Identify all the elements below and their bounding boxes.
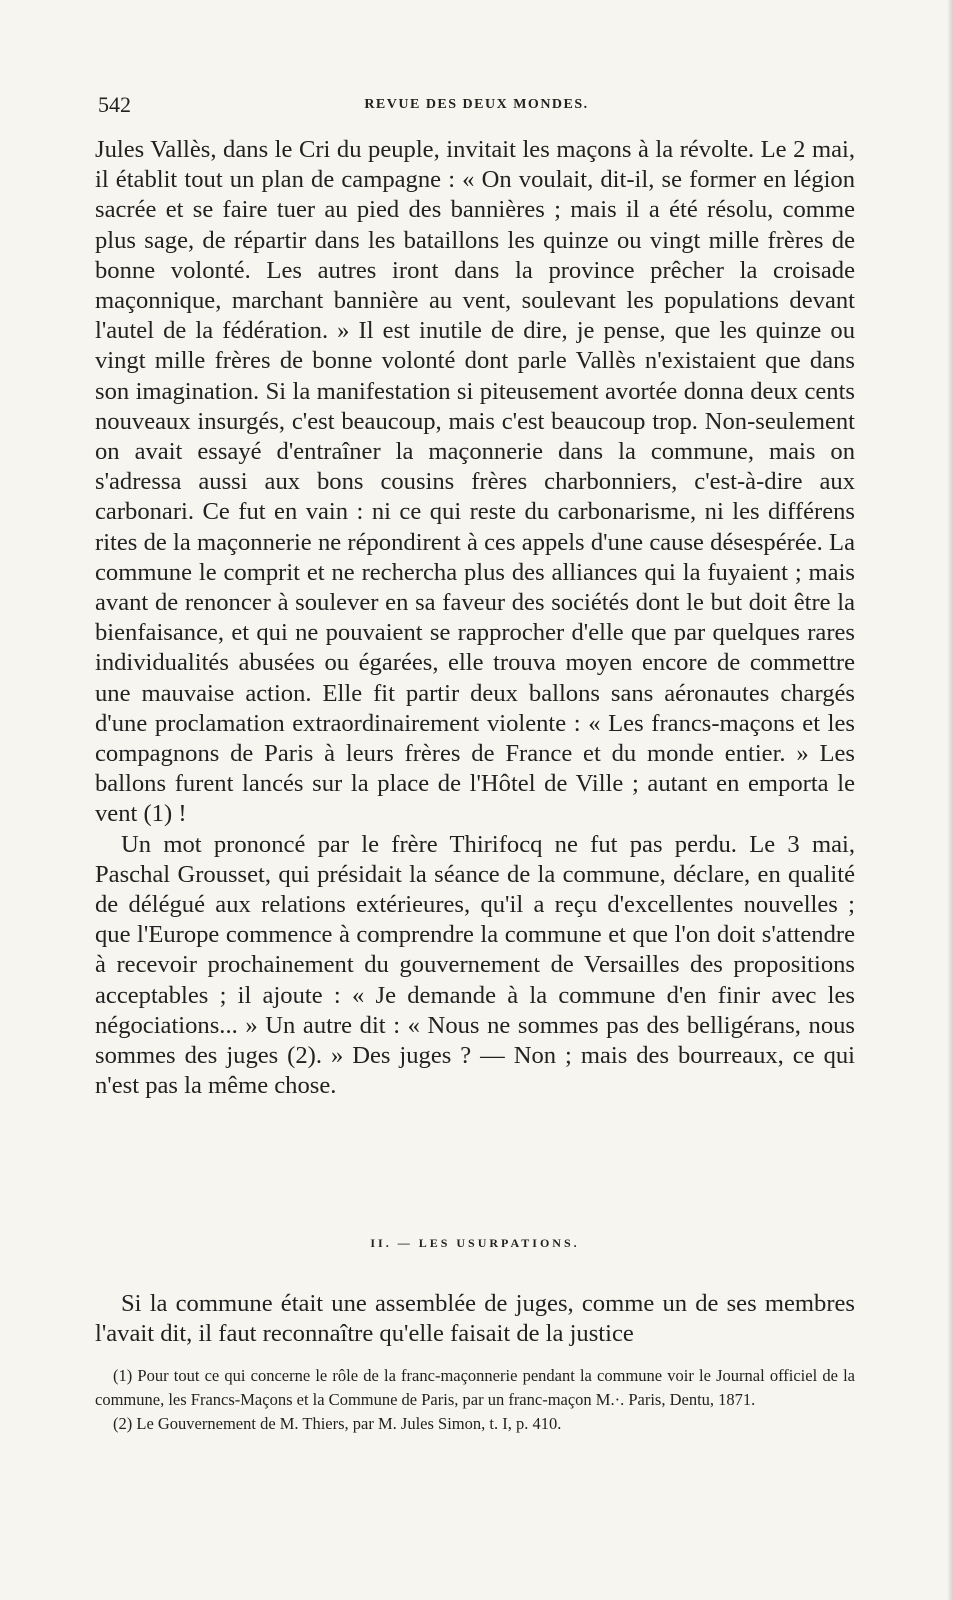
page-number: 542 bbox=[98, 92, 131, 117]
section-text bbox=[95, 1289, 855, 1349]
paragraph: Un mot prononcé par le frère Thirifocq ne fut pas perdu. Le 3 mai, Paschal Grousset, qui présidait la séance de la commune, déclare, en qualité de délégué aux relations extérieures, qu'il a reçu d'excellentes nouvelles ; que l'Europe commence à comprendre la commune et que l'on doit s'attendre à recevoir prochainement du gouvernement de Versailles des propositions acceptables ; il ajoute : « Je demande à la commune d'en finir avec les négociations... » Un autre dit : « Nous ne sommes pas des belligérans, nous sommes des juges (2). » Des juges ? — Non ; mais des bourreaux, ce qui n'est pas la même chose. bbox=[95, 830, 855, 1100]
page-header bbox=[98, 92, 855, 118]
paragraph: Jules Vallès, dans le Cri du peuple, invitait les maçons à la révolte. Le 2 mai, il établit tout un plan de campagne : « On voulait, dit-il, se former en légion sacrée et se faire tuer au pied des bannières ; mais il a été résolu, comme plus sage, de répartir dans les bataillons les quinze ou vingt mille frères de bonne volonté. Les autres iront dans la province prêcher la croisade maçonnique, marchant bannière au vent, soulevant les populations devant l'autel de la fédération. » Il est inutile de dire, je pense, que les quinze ou vingt mille frères de bonne volonté dont parle Vallès n'existaient que dans son imagination. Si la manifestation si piteusement avortée donna deux cents nouveaux insurgés, c'est beaucoup, mais c'est beaucoup trop. Non-seulement on avait essayé d'entraîner la maçonnerie dans la commune, mais on s'adressa aussi aux bons cousins frères charbonniers, c'est-à-dire aux carbonari. Ce fut en vain : ni ce qui reste du carbonarisme, ni les différens rites de la maçonnerie ne répondirent à ces appels d'une cause désespérée. La commune le comprit et ne rechercha plus des alliances qui la fuyaient ; mais avant de renoncer à soulever en sa faveur des sociétés dont le but doit être la bienfaisance, et qui ne pouvaient se rapprocher d'elle que par quelques rares individualités abusées ou égarées, elle trouva moyen encore de commettre une mauvaise action. Elle fit partir deux ballons sans aéronautes chargés d'une proclamation extraordinairement violente : « Les francs-maçons et les compagnons de Paris à leurs frères de France et du monde entier. » Les ballons furent lancés sur la place de l'Hôtel de Ville ; autant en emporta le vent (1) ! bbox=[95, 136, 855, 828]
page-edge-shadow bbox=[947, 0, 953, 1600]
paragraph: Si la commune était une assemblée de juges, comme un de ses membres l'avait dit, il faut reconnaître qu'elle faisait de la justice bbox=[95, 1290, 855, 1348]
main-text bbox=[95, 135, 855, 1102]
running-title: REVUE DES DEUX MONDES. bbox=[364, 97, 589, 112]
footnote: (1) Pour tout ce qui concerne le rôle de la franc-maçonnerie pendant la commune voir le Journal officiel de la commune, les Francs-Maçons et la Commune de Paris, par un franc-maçon M.·. Paris, Dentu, 1871. bbox=[95, 1366, 855, 1409]
footnotes bbox=[95, 1364, 855, 1436]
section-heading: II. — LES USURPATIONS. bbox=[370, 1236, 580, 1250]
footnote: (2) Le Gouvernement de M. Thiers, par M. Jules Simon, t. I, p. 410. bbox=[113, 1414, 562, 1433]
